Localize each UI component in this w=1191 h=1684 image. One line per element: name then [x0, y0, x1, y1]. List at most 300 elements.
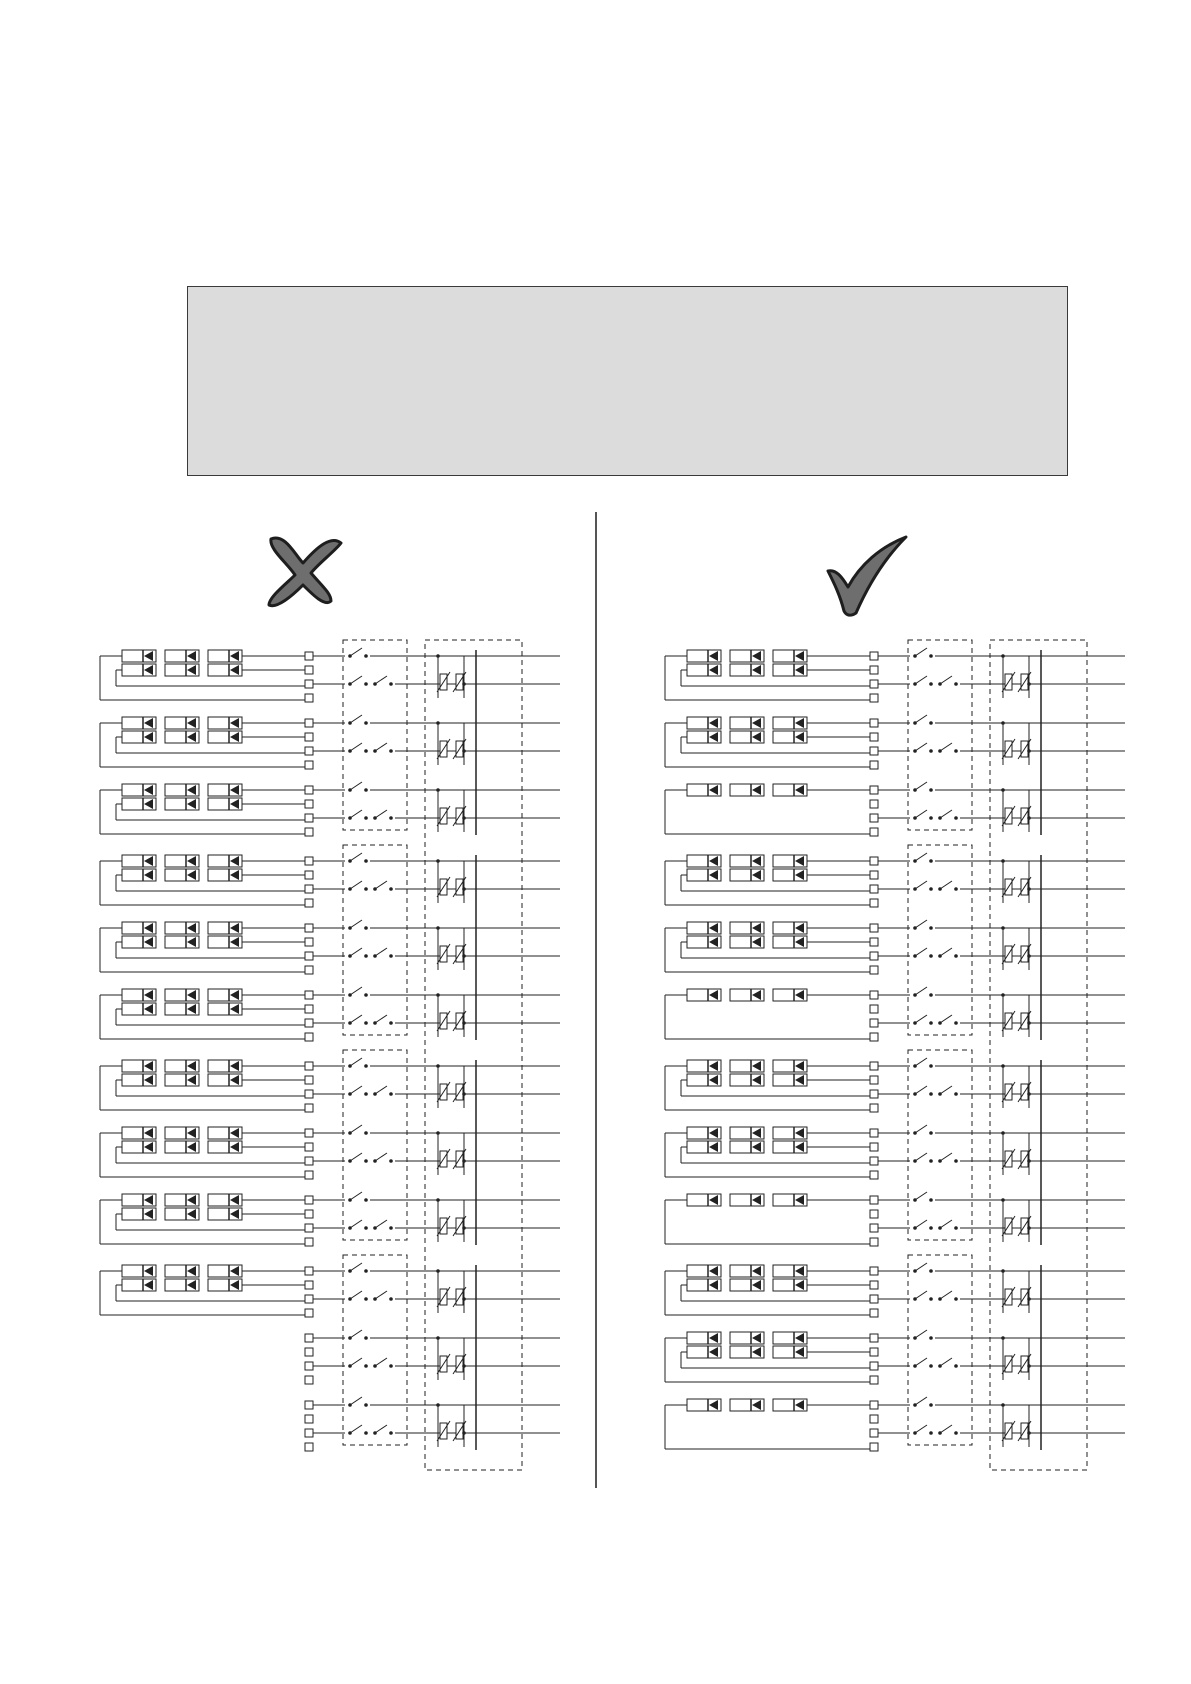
diode-symbol [687, 936, 721, 948]
switch-symbol [348, 920, 368, 930]
switch-contact [389, 1297, 393, 1301]
varistor-symbol [437, 1216, 450, 1236]
switch-blade [915, 1086, 927, 1094]
diode-symbol [687, 1332, 721, 1344]
switch-contact [364, 654, 368, 658]
diode-symbol [687, 784, 721, 796]
diode-symbol [122, 936, 156, 948]
diode-symbol [165, 650, 199, 662]
diode-symbol [208, 1060, 242, 1072]
terminal [305, 1295, 313, 1303]
switch-symbol [373, 1220, 393, 1230]
diode-symbol [730, 855, 764, 867]
terminal [870, 1210, 878, 1218]
switch-blade [375, 1153, 387, 1161]
terminal [870, 952, 878, 960]
terminal [305, 1376, 313, 1384]
switch-contact [929, 1064, 933, 1068]
diode-symbol [773, 1194, 807, 1206]
switch-blade [350, 676, 362, 684]
diode-symbol [730, 664, 764, 676]
switch-contact [929, 1226, 933, 1230]
diode-symbol [773, 650, 807, 662]
diode-symbol [122, 717, 156, 729]
terminal [870, 1062, 878, 1070]
terminal [305, 747, 313, 755]
switch-contact [929, 887, 933, 891]
terminal [305, 719, 313, 727]
terminal [305, 1348, 313, 1356]
switch-contact [364, 1431, 368, 1435]
diode-symbol [165, 855, 199, 867]
diode-symbol [208, 1127, 242, 1139]
protection-frame [425, 640, 522, 1470]
terminal [870, 1376, 878, 1384]
terminal [305, 1033, 313, 1041]
junction [436, 1131, 440, 1135]
diode-symbol [165, 989, 199, 1001]
terminal [305, 966, 313, 974]
junction [462, 1431, 466, 1435]
switch-blade [915, 1058, 927, 1066]
switch-blade [350, 715, 362, 723]
diode-symbol [208, 1265, 242, 1277]
switch-blade [915, 1263, 927, 1271]
switch-symbol [913, 1397, 933, 1407]
junction [436, 721, 440, 725]
switch-blade [375, 1358, 387, 1366]
switch-symbol [373, 676, 393, 686]
diode-symbol [165, 1060, 199, 1072]
terminal [870, 1143, 878, 1151]
diode-symbol [773, 731, 807, 743]
varistor-symbol [1002, 1354, 1015, 1374]
varistor-symbol [1002, 672, 1015, 692]
diode-symbol [687, 1279, 721, 1291]
terminal [305, 1429, 313, 1437]
switch-blade [375, 1425, 387, 1433]
switch-blade [350, 1263, 362, 1271]
diode-symbol [730, 731, 764, 743]
terminal [305, 1104, 313, 1112]
switch-blade [350, 1291, 362, 1299]
diode-symbol [730, 1074, 764, 1086]
terminal [870, 800, 878, 808]
switch-contact [364, 1226, 368, 1230]
switch-symbol [348, 782, 368, 792]
switch-symbol [348, 1153, 368, 1163]
diode-symbol [730, 650, 764, 662]
diode-symbol [773, 1074, 807, 1086]
diode-symbol [773, 717, 807, 729]
switch-contact [929, 1198, 933, 1202]
junction [462, 1159, 466, 1163]
switch-blade [915, 948, 927, 956]
switch-symbol [348, 810, 368, 820]
terminal [870, 1129, 878, 1137]
terminal [870, 938, 878, 946]
switch-symbol [913, 881, 933, 891]
switch-symbol [913, 715, 933, 725]
terminal [870, 966, 878, 974]
diode-symbol [773, 855, 807, 867]
switch-symbol [348, 1220, 368, 1230]
switch-contact [364, 954, 368, 958]
diode-symbol [773, 1141, 807, 1153]
switch-blade [940, 1153, 952, 1161]
diode-symbol [122, 664, 156, 676]
switch-symbol [938, 1425, 958, 1435]
switch-blade [940, 948, 952, 956]
junction [462, 1297, 466, 1301]
switch-contact [929, 993, 933, 997]
switch-blade [350, 648, 362, 656]
diode-symbol [730, 1141, 764, 1153]
terminal [870, 857, 878, 865]
switch-contact [364, 816, 368, 820]
switch-contact [954, 682, 958, 686]
switch-symbol [373, 948, 393, 958]
switch-blade [915, 920, 927, 928]
terminal [305, 1005, 313, 1013]
switch-contact [929, 788, 933, 792]
switch-symbol [373, 1015, 393, 1025]
diode-symbol [165, 717, 199, 729]
switch-symbol [913, 948, 933, 958]
switch-symbol [913, 1425, 933, 1435]
terminal [870, 719, 878, 727]
switch-symbol [348, 1086, 368, 1096]
terminal [305, 924, 313, 932]
switch-contact [929, 816, 933, 820]
terminal [870, 828, 878, 836]
switch-contact [389, 682, 393, 686]
diode-symbol [165, 1265, 199, 1277]
terminal [870, 1005, 878, 1013]
diode-symbol [730, 717, 764, 729]
junction [462, 816, 466, 820]
junction [1001, 926, 1005, 930]
switch-contact [364, 859, 368, 863]
switch-symbol [348, 1192, 368, 1202]
switch-frame [908, 1255, 972, 1445]
diode-symbol [773, 784, 807, 796]
switch-contact [389, 1226, 393, 1230]
junction [462, 1364, 466, 1368]
terminal [870, 1238, 878, 1246]
junction [1001, 1198, 1005, 1202]
switch-blade [940, 676, 952, 684]
switch-contact [929, 654, 933, 658]
junction [1027, 1226, 1031, 1230]
switch-symbol [373, 1086, 393, 1096]
terminal [870, 1019, 878, 1027]
diode-symbol [165, 731, 199, 743]
switch-contact [929, 1021, 933, 1025]
switch-contact [929, 926, 933, 930]
diode-symbol [687, 855, 721, 867]
diode-symbol [773, 1399, 807, 1411]
diode-symbol [730, 1127, 764, 1139]
switch-symbol [938, 881, 958, 891]
terminal [305, 786, 313, 794]
switch-symbol [348, 987, 368, 997]
switch-frame [343, 845, 407, 1035]
diode-symbol [730, 784, 764, 796]
diode-symbol [122, 1141, 156, 1153]
switch-blade [350, 1153, 362, 1161]
terminal [870, 1295, 878, 1303]
varistor-symbol [437, 1082, 450, 1102]
junction [462, 887, 466, 891]
switch-symbol [913, 1220, 933, 1230]
switch-blade [940, 810, 952, 818]
switch-blade [915, 648, 927, 656]
diode-symbol [687, 1141, 721, 1153]
switch-contact [929, 1364, 933, 1368]
switch-contact [389, 1159, 393, 1163]
switch-blade [375, 1291, 387, 1299]
switch-frame [343, 640, 407, 830]
terminal [305, 991, 313, 999]
terminal [305, 1019, 313, 1027]
switch-blade [915, 1425, 927, 1433]
switch-symbol [913, 920, 933, 930]
terminal [305, 1076, 313, 1084]
diode-symbol [730, 1265, 764, 1277]
switch-contact [929, 682, 933, 686]
junction [462, 1226, 466, 1230]
junction [462, 682, 466, 686]
diode-symbol [165, 922, 199, 934]
switch-contact [389, 954, 393, 958]
junction [1001, 1336, 1005, 1340]
switch-symbol [913, 853, 933, 863]
switch-blade [940, 1015, 952, 1023]
junction [1027, 749, 1031, 753]
diode-symbol [730, 1399, 764, 1411]
terminal [870, 1076, 878, 1084]
terminal [305, 680, 313, 688]
switch-symbol [913, 1153, 933, 1163]
diode-symbol [208, 731, 242, 743]
terminal [305, 885, 313, 893]
switch-symbol [938, 1086, 958, 1096]
switch-symbol [348, 948, 368, 958]
switch-contact [954, 887, 958, 891]
diode-symbol [165, 1074, 199, 1086]
switch-symbol [373, 881, 393, 891]
switch-contact [954, 816, 958, 820]
diode-symbol [687, 717, 721, 729]
diode-symbol [122, 798, 156, 810]
wiring-diagram-correct [665, 640, 1125, 1480]
diode-symbol [122, 731, 156, 743]
diode-symbol [165, 1279, 199, 1291]
varistor-symbol [437, 1354, 450, 1374]
terminal [870, 680, 878, 688]
varistor-symbol [437, 1287, 450, 1307]
switch-blade [350, 743, 362, 751]
switch-blade [350, 1125, 362, 1133]
switch-symbol [348, 853, 368, 863]
varistor-symbol [1002, 1216, 1015, 1236]
switch-blade [915, 743, 927, 751]
switch-blade [915, 1220, 927, 1228]
diode-symbol [730, 1279, 764, 1291]
diode-symbol [730, 1332, 764, 1344]
diode-symbol [165, 1194, 199, 1206]
terminal [305, 871, 313, 879]
switch-symbol [938, 1291, 958, 1301]
junction [436, 1269, 440, 1273]
junction [436, 1403, 440, 1407]
diode-symbol [122, 1279, 156, 1291]
switch-symbol [373, 1425, 393, 1435]
switch-symbol [913, 1330, 933, 1340]
switch-blade [350, 920, 362, 928]
switch-symbol [913, 1192, 933, 1202]
junction [436, 1064, 440, 1068]
terminal [305, 1090, 313, 1098]
varistor-symbol [437, 944, 450, 964]
switch-symbol [373, 743, 393, 753]
switch-blade [375, 1015, 387, 1023]
switch-contact [929, 1131, 933, 1135]
switch-symbol [348, 676, 368, 686]
switch-contact [364, 788, 368, 792]
junction [462, 749, 466, 753]
diode-symbol [730, 936, 764, 948]
switch-blade [350, 1330, 362, 1338]
terminal [305, 1196, 313, 1204]
switch-symbol [348, 1015, 368, 1025]
diode-symbol [687, 1127, 721, 1139]
switch-symbol [348, 1291, 368, 1301]
diode-symbol [773, 922, 807, 934]
terminal [870, 1224, 878, 1232]
terminal [305, 1062, 313, 1070]
terminal [870, 786, 878, 794]
terminal [305, 761, 313, 769]
switch-symbol [348, 1058, 368, 1068]
switch-blade [915, 782, 927, 790]
terminal [870, 1267, 878, 1275]
switch-symbol [348, 715, 368, 725]
switch-blade [375, 881, 387, 889]
diode-symbol [208, 1279, 242, 1291]
junction [1001, 788, 1005, 792]
switch-blade [940, 1220, 952, 1228]
varistor-symbol [1002, 1149, 1015, 1169]
switch-contact [929, 1336, 933, 1340]
switch-contact [364, 1364, 368, 1368]
terminal [870, 1090, 878, 1098]
terminal [870, 1033, 878, 1041]
switch-blade [915, 715, 927, 723]
junction [1027, 1021, 1031, 1025]
terminal [870, 1281, 878, 1289]
switch-contact [364, 1092, 368, 1096]
diode-symbol [208, 1003, 242, 1015]
switch-contact [364, 749, 368, 753]
diode-symbol [208, 922, 242, 934]
diode-symbol [165, 1208, 199, 1220]
switch-contact [364, 887, 368, 891]
switch-symbol [913, 782, 933, 792]
diode-symbol [687, 1074, 721, 1086]
switch-blade [375, 743, 387, 751]
diode-symbol [122, 1208, 156, 1220]
switch-symbol [373, 810, 393, 820]
switch-blade [915, 1192, 927, 1200]
switch-contact [364, 682, 368, 686]
switch-symbol [938, 1358, 958, 1368]
switch-blade [350, 782, 362, 790]
switch-contact [364, 1403, 368, 1407]
diode-symbol [208, 1074, 242, 1086]
switch-blade [375, 810, 387, 818]
terminal [870, 733, 878, 741]
switch-contact [929, 1092, 933, 1096]
terminal [305, 1415, 313, 1423]
junction [1001, 1269, 1005, 1273]
diode-symbol [773, 936, 807, 948]
switch-symbol [348, 1330, 368, 1340]
switch-contact [929, 749, 933, 753]
varistor-symbol [437, 1421, 450, 1441]
diode-symbol [165, 936, 199, 948]
diode-symbol [773, 1060, 807, 1072]
varistor-symbol [1002, 739, 1015, 759]
switch-blade [915, 1125, 927, 1133]
switch-symbol [348, 1397, 368, 1407]
switch-blade [915, 853, 927, 861]
switch-symbol [913, 1291, 933, 1301]
diode-symbol [730, 869, 764, 881]
terminal [305, 857, 313, 865]
switch-contact [364, 1297, 368, 1301]
terminal [870, 991, 878, 999]
varistor-symbol [1002, 1287, 1015, 1307]
switch-contact [929, 721, 933, 725]
terminal [305, 1129, 313, 1137]
terminal [870, 1401, 878, 1409]
junction [1027, 1364, 1031, 1368]
junction [436, 654, 440, 658]
diode-symbol [773, 1332, 807, 1344]
switch-contact [954, 1226, 958, 1230]
diode-symbol [122, 1074, 156, 1086]
junction [436, 859, 440, 863]
terminal [305, 1267, 313, 1275]
switch-symbol [938, 1015, 958, 1025]
switch-symbol [913, 648, 933, 658]
terminal [305, 814, 313, 822]
diode-symbol [208, 798, 242, 810]
terminal [305, 1443, 313, 1451]
switch-contact [929, 1403, 933, 1407]
diode-symbol [730, 1060, 764, 1072]
switch-symbol [913, 1263, 933, 1273]
switch-contact [954, 1364, 958, 1368]
diode-symbol [773, 1127, 807, 1139]
junction [436, 926, 440, 930]
terminal [870, 885, 878, 893]
junction [462, 1092, 466, 1096]
junction [1001, 1131, 1005, 1135]
switch-symbol [913, 1015, 933, 1025]
